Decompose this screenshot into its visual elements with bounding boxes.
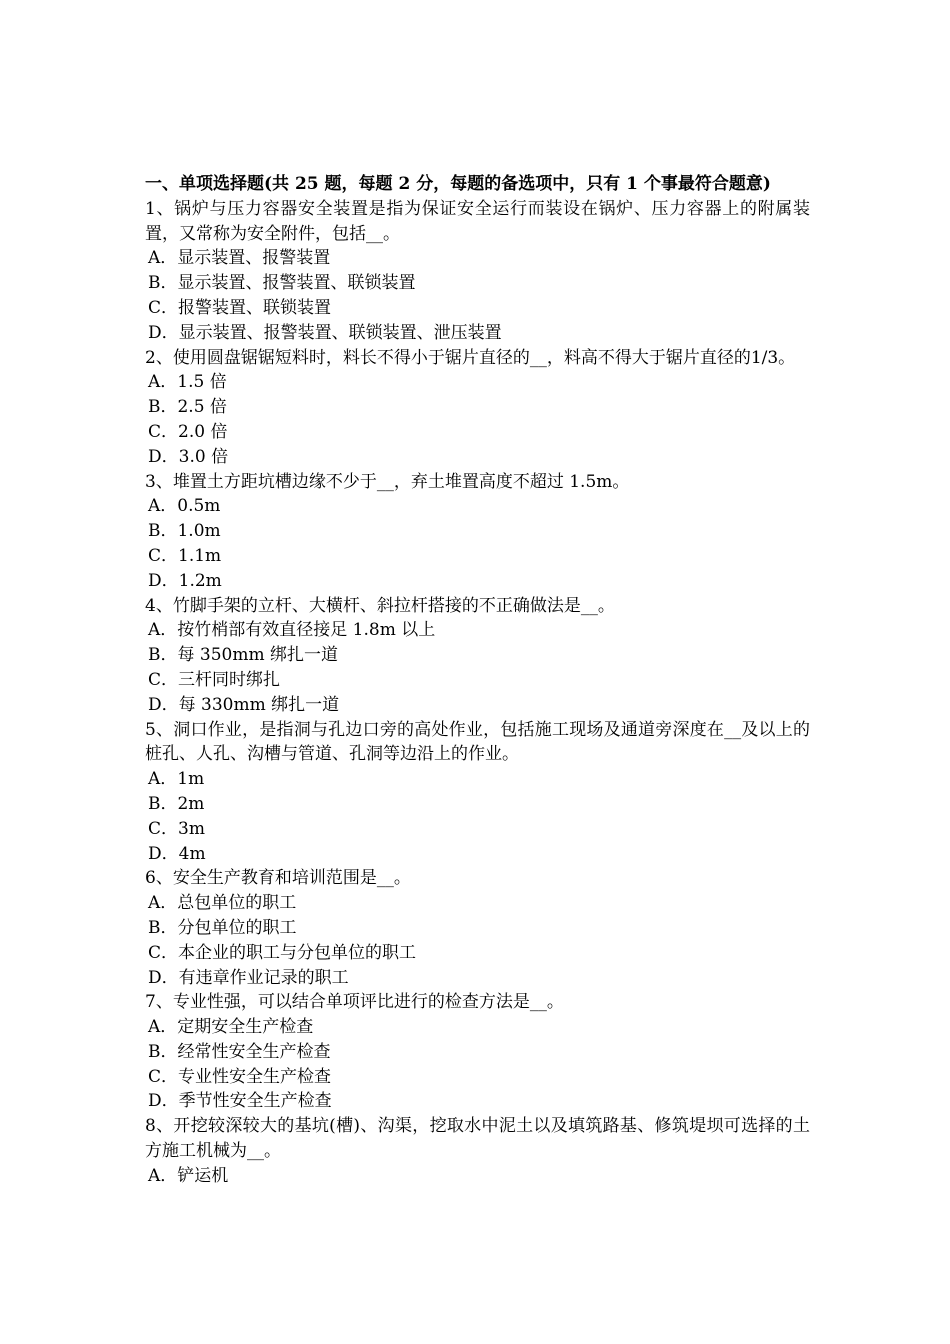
question-2 bbox=[145, 346, 810, 470]
option-d: D．季节性安全生产检查 bbox=[148, 1091, 332, 1112]
option-a: A．0.5m bbox=[148, 496, 221, 517]
question-1 bbox=[145, 197, 810, 346]
question-text: 8、开挖较深较大的基坑(槽)、沟渠，挖取水中泥土以及填筑路基、修筑堤坝可选择的土方施工机械为__。 bbox=[145, 1116, 810, 1162]
option-b: B．1.0m bbox=[148, 521, 221, 542]
document-body bbox=[145, 172, 810, 1189]
question-text: 3、堆置土方距坑槽边缘不少于__，弃土堆置高度不超过 1.5m。 bbox=[145, 471, 630, 492]
option-c: C．本企业的职工与分包单位的职工 bbox=[148, 942, 417, 963]
option-c: C．专业性安全生产检查 bbox=[148, 1066, 332, 1087]
option-b: B．每 350mm 绑扎一道 bbox=[148, 645, 338, 666]
question-text: 1、锅炉与压力容器安全装置是指为保证安全运行而装设在锅炉、压力容器上的附属装置，又常称为安全附件，包括__。 bbox=[145, 198, 810, 244]
option-c: C．3m bbox=[148, 818, 205, 839]
question-3 bbox=[145, 470, 810, 594]
option-d: D．3.0 倍 bbox=[148, 446, 229, 467]
question-7 bbox=[145, 990, 810, 1114]
option-a: A．铲运机 bbox=[148, 1165, 229, 1186]
option-b: B．2.5 倍 bbox=[148, 397, 227, 418]
option-a: A．按竹梢部有效直径接足 1.8m 以上 bbox=[148, 620, 436, 641]
option-b: B．经常性安全生产检查 bbox=[148, 1041, 331, 1062]
option-b: B．分包单位的职工 bbox=[148, 917, 297, 938]
option-b: B．显示装置、报警装置、联锁装置 bbox=[148, 273, 416, 294]
question-4 bbox=[145, 594, 810, 718]
option-b: B．2m bbox=[148, 793, 205, 814]
question-text: 4、竹脚手架的立杆、大横杆、斜拉杆搭接的不正确做法是__。 bbox=[145, 595, 615, 616]
option-d: D．有违章作业记录的职工 bbox=[148, 967, 349, 988]
option-a: A．定期安全生产检查 bbox=[148, 1017, 314, 1038]
question-text: 7、专业性强，可以结合单项评比进行的检查方法是__。 bbox=[145, 992, 564, 1013]
question-6 bbox=[145, 866, 810, 990]
option-d: D．4m bbox=[148, 843, 206, 864]
question-text: 2、使用圆盘锯锯短料时，料长不得小于锯片直径的__，料高不得大于锯片直径的1/3。 bbox=[145, 347, 796, 368]
option-a: A．总包单位的职工 bbox=[148, 893, 297, 914]
option-d: D．1.2m bbox=[148, 570, 222, 591]
option-c: C．三杆同时绑扎 bbox=[148, 669, 281, 690]
option-c: C．报警装置、联锁装置 bbox=[148, 297, 332, 318]
option-d: D．每 330mm 绑扎一道 bbox=[148, 694, 340, 715]
question-5 bbox=[145, 718, 810, 867]
option-a: A．1m bbox=[148, 769, 205, 790]
question-8 bbox=[145, 1114, 810, 1188]
option-d: D．显示装置、报警装置、联锁装置、泄压装置 bbox=[148, 322, 502, 343]
option-a: A．显示装置、报警装置 bbox=[148, 248, 331, 269]
option-c: C．1.1m bbox=[148, 545, 222, 566]
section-title: 一、单项选择题(共 25 题，每题 2 分，每题的备选项中，只有 1 个事最符合题意) bbox=[145, 174, 771, 194]
option-a: A．1.5 倍 bbox=[148, 372, 227, 393]
option-c: C．2.0 倍 bbox=[148, 421, 228, 442]
question-text: 6、安全生产教育和培训范围是__。 bbox=[145, 868, 411, 889]
question-text: 5、洞口作业，是指洞与孔边口旁的高处作业，包括施工现场及通道旁深度在__及以上的桩孔、人孔、沟槽与管道、孔洞等边沿上的作业。 bbox=[145, 719, 810, 765]
